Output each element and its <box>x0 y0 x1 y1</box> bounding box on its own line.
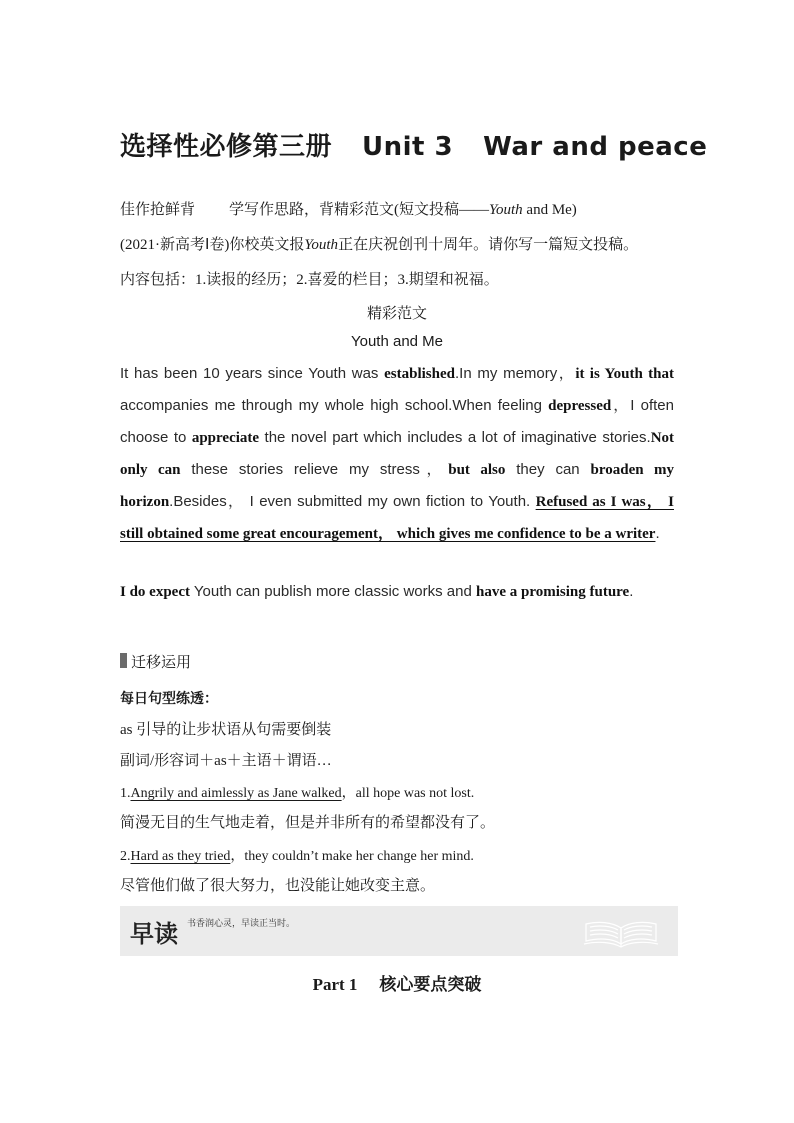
section-marker-icon <box>120 653 127 668</box>
example-1: 1.Angrily and aimlessly as Jane walked，all hope was not lost. <box>120 786 475 801</box>
underlined-key-sentence: Refused as I was， I still obtained some great encouragement， which gives me confidence to be a writer <box>120 494 674 542</box>
title-unit: Unit 3 <box>362 132 454 162</box>
part-label: Part 1 <box>312 975 358 994</box>
page-title <box>120 126 707 163</box>
grammar-rule-2: 副词/形容词＋as＋主语＋谓语… <box>120 753 332 769</box>
essay-paragraph-2: I do expect Youth can publish more classic works and have a promising future. <box>120 583 634 600</box>
section-intro-line <box>120 198 577 219</box>
part-heading <box>0 970 794 995</box>
title-chinese: 选择性必修第三册 <box>120 132 333 162</box>
example-2-answer: Hard as they tried <box>130 849 231 864</box>
banner-subtitle: 书香润心灵，早读正当时。 <box>187 919 296 929</box>
essay-title: Youth and Me <box>350 333 444 350</box>
practice-subheading: 每日句型练透： <box>120 691 218 707</box>
title-topic: War and peace <box>483 132 708 162</box>
essay-heading: 精彩范文 <box>366 306 427 322</box>
content-requirements: 内容包括：1.读报的经历；2.喜爱的栏目；3.期望和祝福。 <box>120 272 499 288</box>
section-desc: 学写作思路，背精彩范文(短文投稿——Youth and Me) <box>229 202 577 218</box>
practice-heading: 迁移运用 <box>120 651 191 672</box>
example-2-translation: 尽管他们做了很大努力，也没能让她改变主意。 <box>120 878 436 894</box>
banner-title: 早读 <box>130 920 178 948</box>
example-1-answer: Angrily and aimlessly as Jane walked <box>130 786 342 801</box>
essay-paragraph-1: It has been 10 years since Youth was established.In my memory，it is Youth that accompanies me through my whole high school.When feeling depressed，I often choose to appreciate the novel part which includes a lot of imaginative stories.Not only can these stories relieve my stress，but also they can broaden my horizon.Besides， I even submitted my own fiction to Youth. Refused as I was， I still obtained some great encouragement， which gives me confidence to be a writer. <box>120 365 675 542</box>
open-book-icon <box>582 914 660 950</box>
morning-reading-banner <box>120 906 678 956</box>
part-title: 核心要点突破 <box>379 975 482 994</box>
task-description: (2021·新高考Ⅰ卷)你校英文报Youth正在庆祝创刊十周年。请你写一篇短文投稿。 <box>120 237 639 253</box>
example-1-translation: 简漫无目的生气地走着，但是并非所有的希望都没有了。 <box>120 815 496 831</box>
example-2: 2.Hard as they tried，they couldn’t make her change her mind. <box>120 849 474 864</box>
section-label: 佳作抢鲜背 <box>120 202 196 218</box>
grammar-rule-1: as 引导的让步状语从句需要倒装 <box>120 722 332 738</box>
